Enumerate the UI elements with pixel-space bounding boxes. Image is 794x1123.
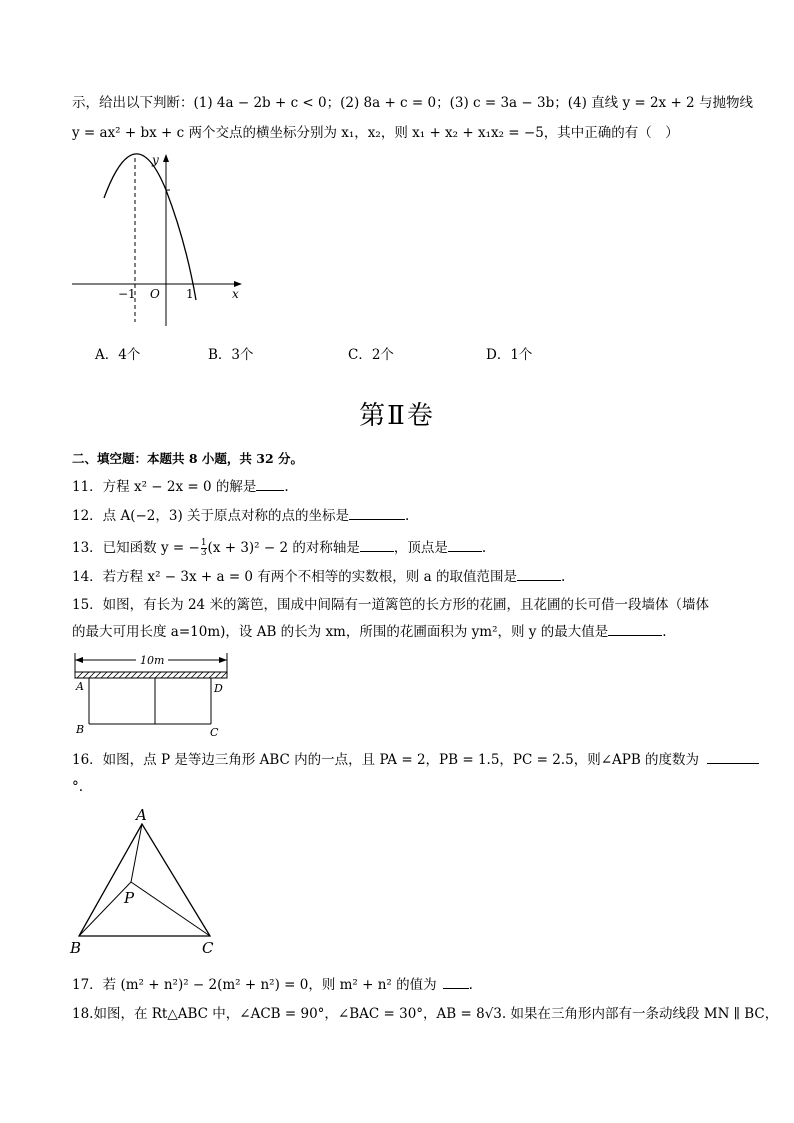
q17-blank (443, 975, 469, 989)
fence-length-label: 10m (140, 654, 165, 667)
option-a: A．4个 (95, 347, 141, 363)
q13-frac-den: 3 (200, 548, 207, 558)
triangle-label-p: P (124, 889, 135, 907)
fence-label-d: D (214, 682, 223, 695)
q11-blank (256, 477, 284, 491)
q13-blank2 (448, 538, 482, 552)
q13-frac-num: 1 (200, 538, 207, 548)
q15-line1: 15．如图，有长为 24 米的篱笆，围成中间隔有一道篱笆的长方形的花圃，且花圃的长可借一段墙体（墙体 (72, 597, 709, 613)
q16-text: 16．如图，点 P 是等边三角形 ABC 内的一点，且 PA = 2，PB = 1.5，PC = 2.5，则∠APB 的度数为 (72, 752, 700, 768)
q12-blank (349, 506, 405, 520)
fence-label-a: A (76, 680, 84, 693)
q16-line2: °. (72, 779, 84, 795)
option-b: B．3个 (208, 347, 254, 363)
graph-y-label: y (152, 153, 159, 167)
q15-text: 的最大可用长度 a=10m)，设 AB 的长为 xm，所围的花圃面积为 ym²，则 y 的最大值是 (72, 624, 609, 640)
q13-end: . (481, 540, 487, 556)
graph-origin-label: O (150, 287, 160, 301)
q16-line1 (72, 750, 759, 769)
q12 (72, 506, 409, 525)
fence-label-b: B (76, 723, 85, 736)
graph-neg1-label: −1 (118, 287, 136, 301)
option-d: D．1个 (486, 347, 533, 363)
q15-end: . (662, 624, 667, 640)
q10-line2: y = ax² + bx + c 两个交点的横坐标分别为 x₁，x₂，则 x₁ + x₂ + x₁x₂ = −5，其中正确的有（ ） (72, 125, 679, 141)
q13-text-c: ，顶点是 (393, 540, 448, 556)
option-c: C．2个 (348, 347, 394, 363)
graph-one-label: 1 (186, 287, 194, 301)
triangle-figure (68, 806, 228, 956)
q18: 18.如图，在 Rt△ABC 中，∠ACB = 90°，∠BAC = 30°，AB = 8√3. 如果在三角形内部有一条动线段 MN ∥ BC， (72, 1006, 779, 1022)
q14-end: . (560, 569, 566, 585)
parabola-graph (70, 150, 250, 330)
q15-blank (608, 622, 662, 636)
q14-text: 14．若方程 x² − 3x + a = 0 有两个不相等的实数根，则 a 的取值范围是 (72, 569, 517, 585)
q17-end: . (468, 977, 473, 993)
q13-text-b: (x + 3)² − 2 的对称轴是 (207, 540, 360, 556)
q13-text-a: 13．已知函数 y = − (72, 540, 200, 556)
q14-blank (517, 567, 561, 581)
q15-line2 (72, 622, 667, 641)
triangle-label-a: A (136, 806, 147, 824)
q11-end: . (284, 479, 289, 495)
section-heading: 二、填空题：本题共 8 小题，共 32 分。 (72, 451, 304, 466)
q13-fraction (201, 539, 207, 558)
q17 (72, 975, 473, 994)
triangle-label-c: C (202, 939, 214, 956)
q17-text: 17．若 (m² + n²)² − 2(m² + n²) = 0，则 m² + n² 的值为 (72, 977, 437, 993)
q11-text: 11．方程 x² − 2x = 0 的解是 (72, 479, 257, 495)
q16-blank (707, 750, 759, 764)
q12-text: 12．点 A(−2，3) 关于原点对称的点的坐标是 (72, 508, 350, 524)
fence-label-c: C (210, 726, 219, 739)
q13 (72, 538, 486, 558)
fence-figure (70, 650, 240, 740)
q10-line1: 示，给出以下判断：(1) 4a − 2b + c < 0；(2) 8a + c = 0；(3) c = 3a − 3b；(4) 直线 y = 2x + 2 与抛物线 (72, 95, 753, 111)
q14 (72, 567, 565, 586)
q11 (72, 477, 289, 496)
graph-x-label: x (232, 287, 239, 301)
q12-end: . (405, 508, 410, 524)
section-title: 第Ⅱ卷 (359, 401, 435, 431)
triangle-label-b: B (70, 939, 82, 956)
q13-blank1 (360, 538, 394, 552)
